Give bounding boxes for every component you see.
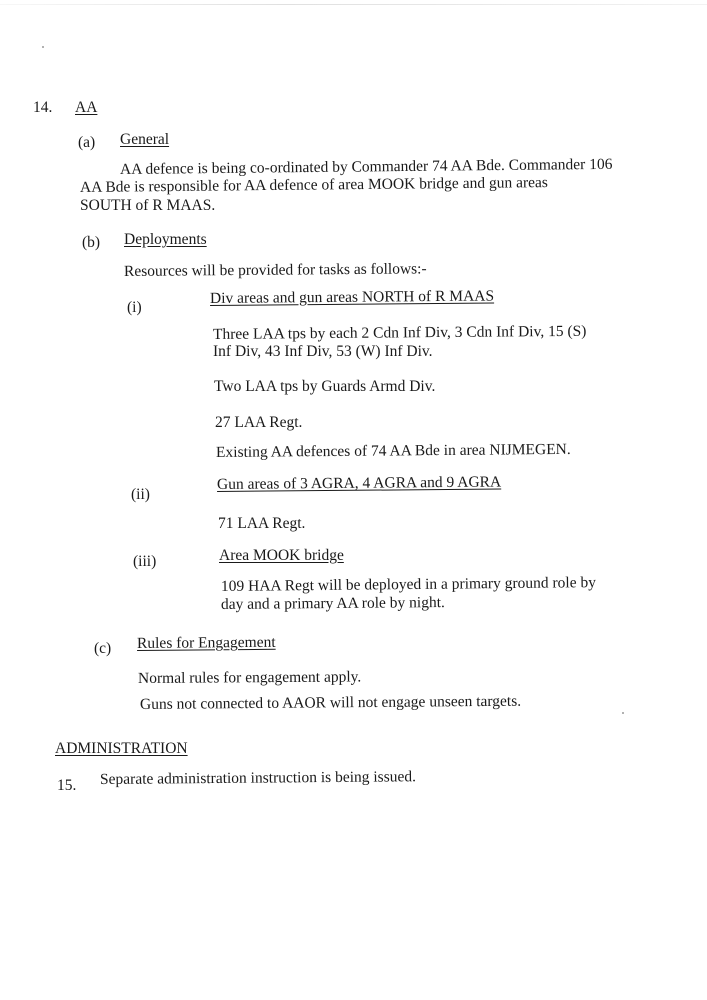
item-ii-heading: Gun areas of 3 AGRA, 4 AGRA and 9 AGRA [216,473,502,493]
item-iii-heading: Area MOOK bridge [219,547,344,564]
deployments-intro: Resources will be provided for tasks as follows:- [123,260,427,280]
rules-para-1: Normal rules for engagement apply. [137,668,362,687]
scan-speck [622,712,624,714]
subsection-c-heading: Rules for Engagement [136,633,276,652]
item-ii-label: (ii) [131,486,150,503]
item-iii-para-1-line-2: day and a primary AA role by night. [220,594,445,613]
subsection-a-heading: General [120,131,170,148]
subsection-a-label: (a) [78,134,96,151]
subsection-c-label: (c) [94,640,112,657]
item-iii-para-1-line-1: 109 HAA Regt will be deployed in a primary ground role by [220,574,597,595]
item-i-label: (i) [127,299,142,316]
section-14-title: AA [75,99,98,116]
item-i-heading: Div areas and gun areas NORTH of R MAAS [209,287,495,307]
item-i-para-4: Existing AA defences of 74 AA Bde in area NIJMEGEN. [215,440,571,461]
item-i-para-2: Two LAA tps by Guards Armd Div. [214,378,436,395]
general-text-line-1: AA defence is being co-ordinated by Commander 74 AA Bde. Commander 106 [119,155,613,178]
item-i-para-3: 27 LAA Regt. [215,414,303,431]
item-ii-para-1: 71 LAA Regt. [218,515,306,532]
section-15-number: 15. [57,777,77,794]
subsection-b-heading: Deployments [124,231,207,248]
scan-speck [42,46,44,48]
section-15-text: Separate administration instruction is being issued. [99,768,417,788]
item-iii-label: (iii) [133,553,157,570]
subsection-b-label: (b) [82,234,101,251]
administration-heading: ADMINISTRATION [55,740,188,757]
scan-top-edge [0,4,707,5]
general-text-line-3: SOUTH of R MAAS. [80,197,216,214]
rules-para-2: Guns not connected to AAOR will not engage unseen targets. [139,692,522,713]
item-i-para-1-line-2: Inf Div, 43 Inf Div, 53 (W) Inf Div. [213,343,433,360]
section-14-number: 14. [33,99,53,116]
general-text-line-2: AA Bde is responsible for AA defence of area MOOK bridge and gun areas [79,174,548,196]
item-i-para-1-line-1: Three LAA tps by each 2 Cdn Inf Div, 3 Cdn Inf Div, 15 (S) [212,322,587,343]
